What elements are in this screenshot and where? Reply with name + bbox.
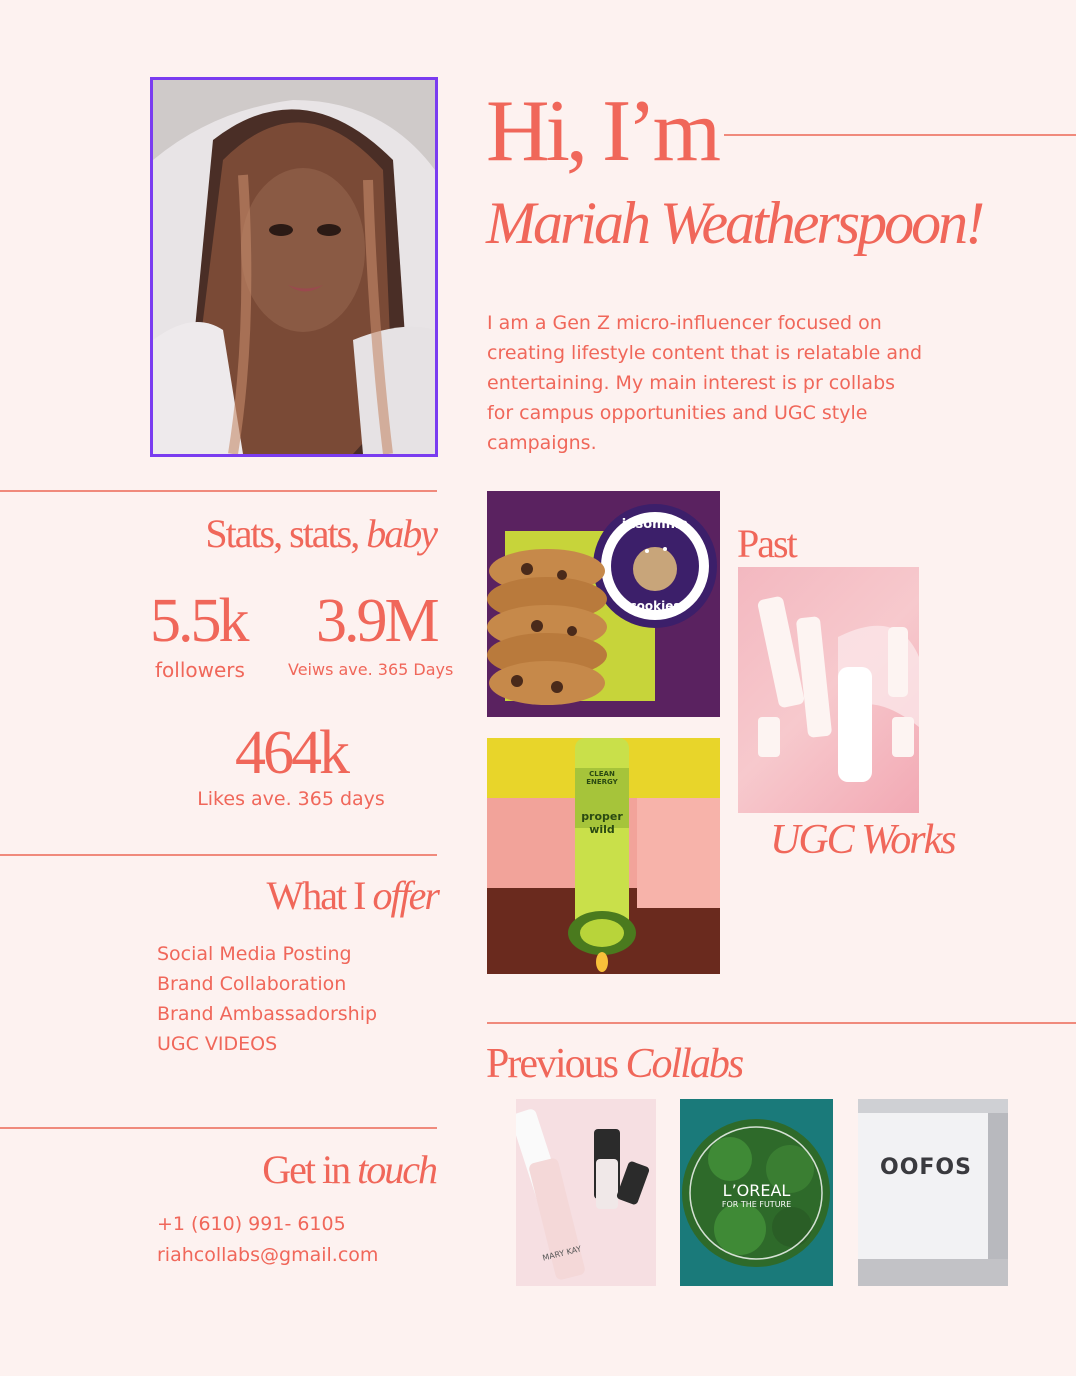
ugc-works-heading: UGC Works xyxy=(770,817,955,863)
views-label: Veiws ave. 365 Days xyxy=(288,660,454,679)
collabs-heading xyxy=(486,1040,742,1088)
offer-heading xyxy=(150,872,438,919)
followers-value: 5.5k xyxy=(150,587,247,655)
followers-label: followers xyxy=(155,658,245,682)
oofos-logo: OOFOS xyxy=(880,1155,972,1180)
views-value: 3.9M xyxy=(316,587,437,655)
stats-divider xyxy=(0,490,437,492)
contact-heading-text: Get in xyxy=(262,1147,350,1192)
stats-heading-em: baby xyxy=(366,511,436,556)
oofos-image xyxy=(858,1099,1008,1286)
insomnia-logo-top: insomnia xyxy=(621,517,689,532)
portrait-illustration xyxy=(153,80,435,454)
collabs-heading-text: Previous xyxy=(486,1041,617,1087)
mary-kay-image xyxy=(516,1099,656,1286)
insomnia-cookies-image xyxy=(487,491,720,717)
profile-photo xyxy=(150,77,438,457)
stats-heading-text: Stats, stats, xyxy=(205,511,359,556)
likes-label: Likes ave. 365 days xyxy=(197,788,385,810)
oofos-illustration xyxy=(858,1099,1008,1286)
skincare-illustration xyxy=(738,567,919,813)
offer-item: Brand Ambassadorship xyxy=(157,1003,378,1025)
collabs-divider xyxy=(487,1022,1076,1024)
name-heading: Mariah Weatherspoon! xyxy=(486,190,983,256)
contact-divider xyxy=(0,1127,437,1129)
bio-text: I am a Gen Z micro-influencer focused on creating lifestyle content that is relatable and entertaining. My main interest is pr collabs for campus opportunities and UGC style campaigns. xyxy=(487,312,923,454)
loreal-logo: L’OREAL xyxy=(722,1181,791,1200)
contact-heading xyxy=(150,1146,436,1193)
offer-list xyxy=(157,939,377,1059)
contact-heading-em: touch xyxy=(357,1147,436,1192)
offer-item: Social Media Posting xyxy=(157,943,352,965)
offer-heading-text: What I xyxy=(266,873,365,918)
offer-item: UGC VIDEOS xyxy=(157,1033,278,1055)
likes-value: 464k xyxy=(235,719,347,787)
skincare-image xyxy=(738,567,919,813)
mary-kay-illustration xyxy=(516,1099,656,1286)
loreal-tagline: FOR THE FUTURE xyxy=(721,1200,792,1209)
offer-divider xyxy=(0,854,437,856)
offer-heading-em: offer xyxy=(372,873,438,918)
collabs-heading-em: Collabs xyxy=(625,1041,743,1087)
offer-item: Brand Collaboration xyxy=(157,973,347,995)
insomnia-logo-bottom: cookies xyxy=(629,599,681,613)
mary-kay-label: MARY KAY xyxy=(541,1244,583,1263)
cookie-stack xyxy=(487,549,607,705)
proper-wild-image xyxy=(487,738,720,974)
loreal-image xyxy=(680,1099,833,1286)
header-divider xyxy=(724,134,1076,136)
past-heading: Past xyxy=(737,521,796,566)
proper-wild-label-top: CLEAN ENERGY xyxy=(586,770,618,786)
contact-email[interactable]: riahcollabs@gmail.com xyxy=(157,1244,379,1266)
greeting-heading: Hi, I’m xyxy=(486,83,718,180)
proper-wild-brand: proper wild xyxy=(581,810,623,836)
contact-phone[interactable]: +1 (610) 991- 6105 xyxy=(157,1213,346,1235)
stats-heading xyxy=(150,510,436,557)
